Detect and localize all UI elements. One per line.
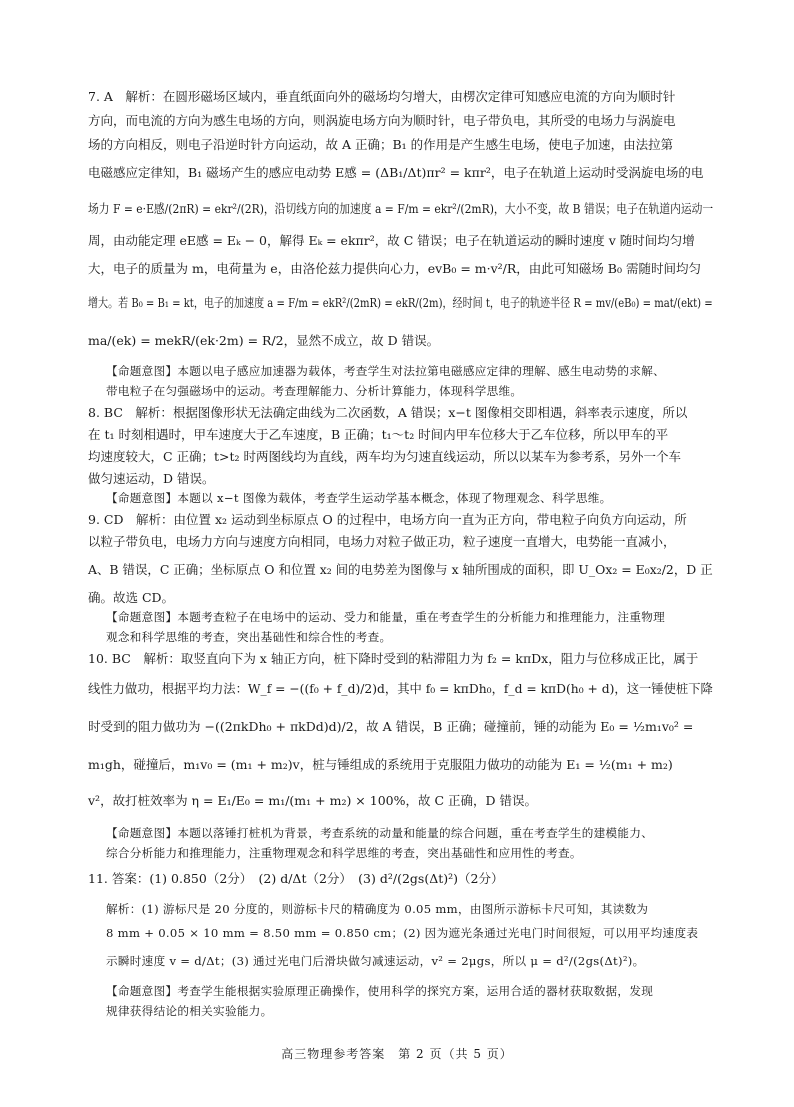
page-footer: 高三物理参考答案 第 2 页（共 5 页） — [281, 1047, 513, 1061]
intent-line: 综合分析能力和推理能力，注重物理观念和科学思维的考查，突出基础性和应用性的考查。 — [106, 846, 582, 860]
q7-line: 7. A 解析：在圆形磁场区域内，垂直纸面向外的磁场均匀增大，由楞次定律可知感应电流的方向为顺时针 — [88, 89, 676, 104]
q7-line: 周，由动能定理 eE感 = Eₖ − 0，解得 Eₖ = ekπr²，故 C 错误；电子在轨道运动的瞬时速度 v 随时间均匀增 — [88, 233, 695, 248]
q7-line: ma/(ek) = mekR/(ek·2m) = R/2，显然不成立，故 D 错误。 — [88, 333, 440, 348]
q9-line: 9. CD 解析：由位置 x₂ 运动到坐标原点 O 的过程中，电场方向一直为正方向，带电粒子向负方向运动，所 — [88, 512, 687, 527]
intent-line: 【命题意图】本题以电子感应加速器为载体，考查学生对法拉第电磁感应定律的理解、感生电动势的求解、 — [106, 364, 666, 378]
intent-line: 观念和科学思维的考查，突出基础性和综合性的考查。 — [106, 630, 392, 644]
q8-line: 在 t₁ 时刻相遇时，甲车速度大于乙车速度，B 正确；t₁～t₂ 时间内甲车位移大于乙车位移，所以甲车的平 — [88, 427, 669, 442]
q9-line: 以粒子带负电，电场力方向与速度方向相同，电场力对粒子做正功，粒子速度一直增大，电势能一直减小， — [88, 534, 676, 549]
q11-line: 示瞬时速度 v = d/Δt；(3) 通过光电门后滑块做匀减速运动，v² = 2μgs，所以 μ = d²/(2gs(Δt)²)。 — [106, 954, 645, 968]
q11-line: 8 mm + 0.05 × 10 mm = 8.50 mm = 0.850 cm；(2) 因为遮光条通过光电门时间很短，可以用平均速度表 — [106, 926, 699, 940]
q8-line: 做匀速运动，D 错误。 — [88, 471, 215, 486]
q7-line: 增大。若 B₀ = B₁ = kt，电子的加速度 a = F/m = ekR²/(2mR) = ekR/(2m)，经时间 t，电子的轨迹半径 R = mv/(eB₀) = mat/(ekt) = — [88, 295, 713, 310]
intent-line: 规律获得结论的相关实验能力。 — [106, 1004, 273, 1018]
q7-line: 场的方向相反，则电子沿逆时针方向运动，故 A 正确；B₁ 的作用是产生感生电场，使电子加速，由法拉第 — [88, 137, 674, 152]
q11-line: 解析：(1) 游标尺是 20 分度的，则游标卡尺的精确度为 0.05 mm，由图所示游标卡尺可知，其读数为 — [106, 902, 649, 916]
q11-answer-line: 11. 答案：(1) 0.850（2分） (2) d/Δt（2分） (3) d²/(2gs(Δt)²)（2分） — [88, 871, 504, 886]
intent-line: 【命题意图】本题考查粒子在电场中的运动、受力和能量，重在考查学生的分析能力和推理能力，注重物理 — [106, 610, 666, 624]
q9-line: 确。故选 CD。 — [88, 590, 175, 605]
intent-line: 【命题意图】考查学生能根据实验原理正确操作，使用科学的探究方案，运用合适的器材获取数据，发现 — [106, 984, 654, 998]
intent-line: 【命题意图】本题以 x−t 图像为载体，考查学生运动学基本概念，体现了物理观念、科学思维。 — [106, 491, 612, 505]
intent-line: 【命题意图】本题以落锤打桩机为背景，考查系统的动量和能量的综合问题，重在考查学生的建模能力、 — [106, 826, 654, 840]
intent-line: 带电粒子在匀强磁场中的运动。考查理解能力、分析计算能力，体现科学思维。 — [106, 384, 523, 398]
q7-line: 大，电子的质量为 m，电荷量为 e，由洛伦兹力提供向心力，evB₀ = m·v²/R，由此可知磁场 B₀ 需随时间均匀 — [88, 261, 701, 276]
q10-line: 时受到的阻力做功为 −((2πkDh₀ + πkDd)d)/2，故 A 错误，B 正确；碰撞前，锤的动能为 E₀ = ½m₁v₀² = — [88, 719, 694, 734]
q7-line: 电磁感应定律知，B₁ 磁场产生的感应电动势 E感 = (ΔB₁/Δt)πr² = kπr²，电子在轨道上运动时受涡旋电场的电 — [88, 165, 704, 180]
q7-line: 方向，而电流的方向为感生电场的方向，则涡旋电场方向为顺时针，电子带负电，其所受的电场力与涡旋电 — [88, 113, 676, 128]
q8-line: 8. BC 解析：根据图像形状无法确定曲线为二次函数，A 错误；x−t 图像相交即相遇，斜率表示速度，所以 — [88, 405, 688, 420]
q8-line: 均速度较大，C 正确；t>t₂ 时两图线均为直线，两车均为匀速直线运动，所以以某车为参考系，另外一个车 — [88, 449, 682, 464]
q10-line: v²，故打桩效率为 η = E₁/E₀ = m₁/(m₁ + m₂) × 100%，故 C 正确，D 错误。 — [88, 793, 537, 808]
q9-line: A、B 错误，C 正确；坐标原点 O 和位置 x₂ 间的电势差为图像与 x 轴所围成的面积，即 U_Ox₂ = E₀x₂/2，D 正 — [88, 562, 713, 577]
q10-line: m₁gh，碰撞后，m₁v₀ = (m₁ + m₂)v，桩与锤组成的系统用于克服阻力做功的动能为 E₁ = ½(m₁ + m₂) — [88, 757, 673, 772]
q10-line: 线性力做功，根据平均力法：W_f = −((f₀ + f_d)/2)d，其中 f₀ = kπDh₀，f_d = kπD(h₀ + d)，这一锤使桩下降 — [88, 681, 713, 696]
q10-line: 10. BC 解析：取竖直向下为 x 轴正方向，桩下降时受到的粘滞阻力为 f₂ = kπDx，阻力与位移成正比，属于 — [88, 651, 699, 666]
q7-line: 场力 F = e·E感/(2πR) = ekr²/(2R)，沿切线方向的加速度 a = F/m = ekr²/(2mR)，大小不变，故 B 错误；电子在轨道内运动一 — [88, 201, 714, 216]
